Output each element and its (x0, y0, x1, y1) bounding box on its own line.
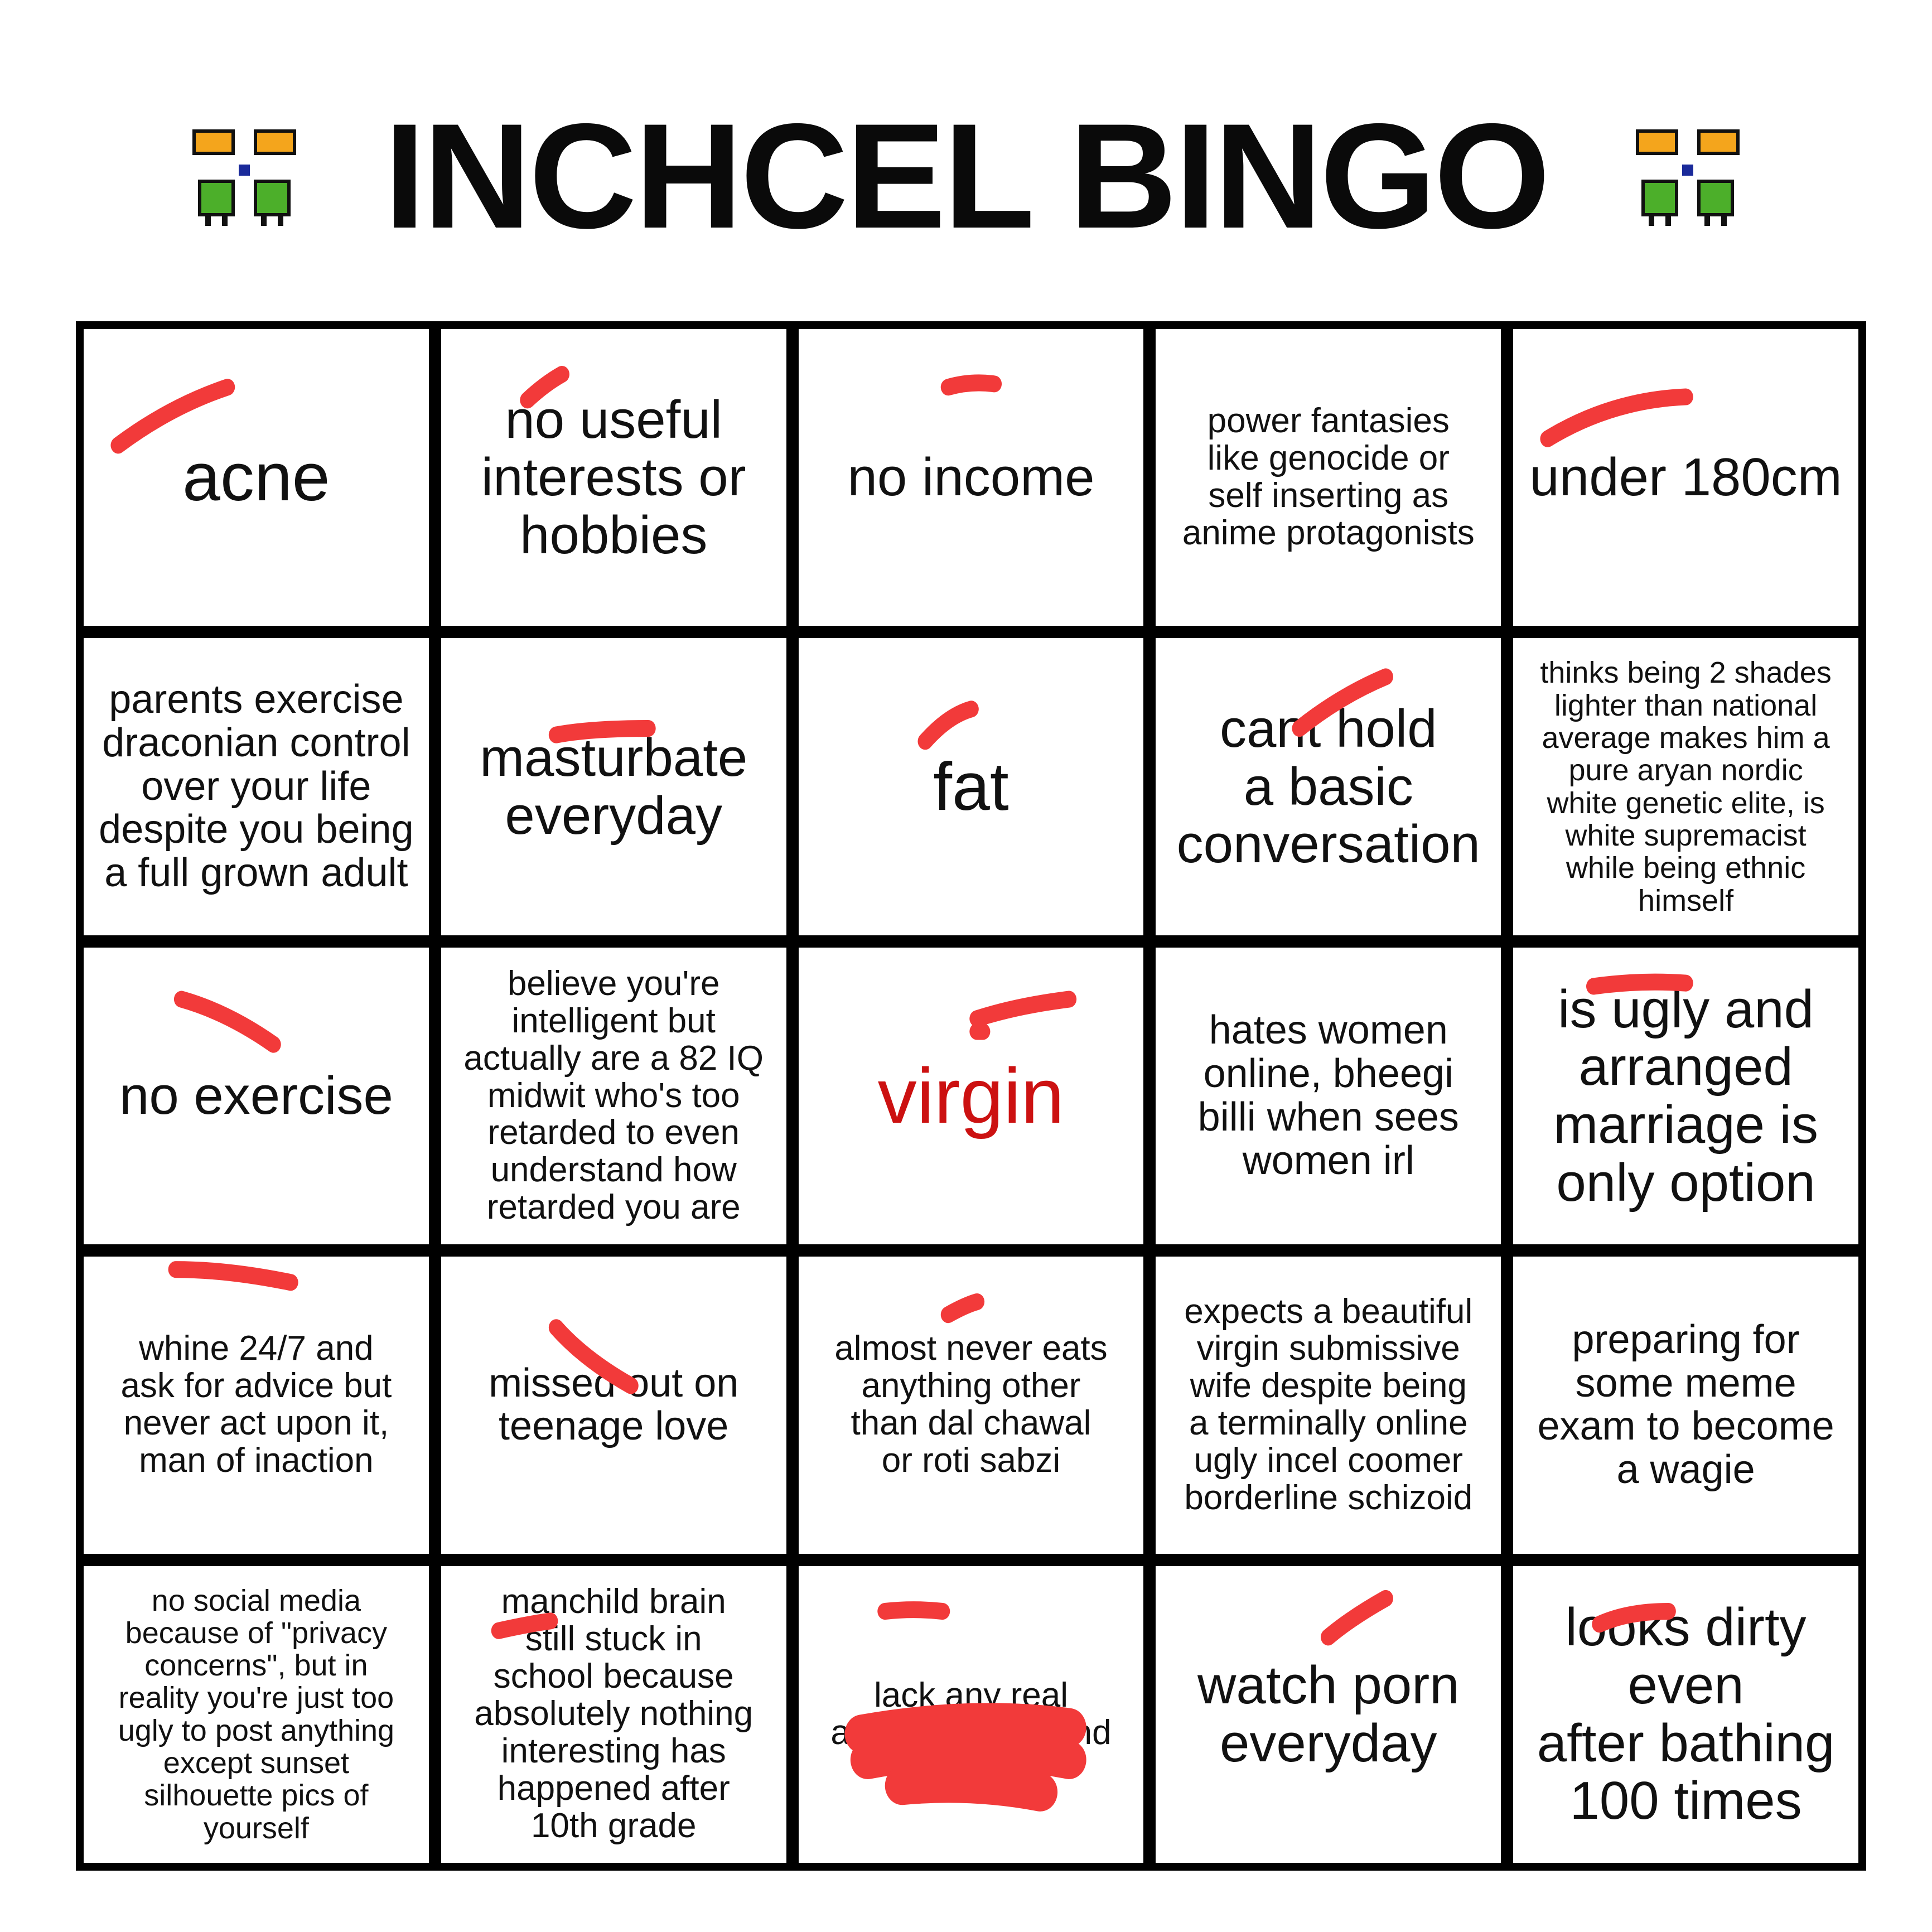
red-pen-stroke (181, 999, 273, 1044)
red-pen-stroke (925, 709, 971, 742)
bingo-cell (1156, 1566, 1501, 1863)
sparrow-pixel-icon-right (1632, 120, 1743, 231)
bingo-cell-text: virgin (877, 1052, 1065, 1140)
bingo-cell-text: fat (933, 748, 1009, 824)
red-pen-stroke (118, 387, 228, 445)
bingo-cell (84, 1257, 429, 1553)
bingo-cell-text: expects a beautiful virgin submissive wife despite being a terminally online ugly incel coomer borderline schizoid (1184, 1292, 1473, 1518)
bingo-cell-text: power fantasies like genocide or self inserting as anime protagonists (1182, 402, 1475, 553)
red-pen-stroke (1548, 397, 1686, 439)
bingo-cell-text: almost never eats anything other than dal chawal or roti sabzi (834, 1329, 1108, 1480)
bingo-cell (1513, 638, 1858, 935)
bingo-cell-text: no useful interests or hobbies (481, 389, 746, 566)
bingo-cell (1513, 1566, 1858, 1863)
red-pen-stroke (977, 999, 1069, 1018)
bingo-cell-text: hates women online, bheegi billi when sees women irl (1197, 1008, 1459, 1183)
bingo-cell-text: watch porn everyday (1197, 1655, 1460, 1773)
sparrow-pixel-icon-left (189, 120, 300, 231)
bingo-cell (799, 329, 1144, 626)
red-pen-stroke (1329, 1598, 1386, 1636)
bingo-cell (1513, 329, 1858, 626)
red-pen-stroke (902, 1783, 1040, 1791)
bingo-cell-text: preparing for some meme exam to become a wagie (1537, 1317, 1834, 1493)
header (0, 84, 1932, 268)
bingo-cell-text: is ugly and arranged marriage is only option (1553, 979, 1818, 1213)
bingo-cell-text: no social media because of "privacy concerns", but in reality you're just too ugly to post anything except sunset silhouette pics of yourself (118, 1583, 395, 1845)
bingo-cell-text: no income (847, 447, 1095, 508)
red-pen-stroke (948, 383, 994, 387)
red-pen-stroke (176, 1269, 291, 1282)
red-pen-stroke (885, 1610, 942, 1611)
page-title: INCHCEL BINGO (384, 92, 1548, 259)
bingo-cell (799, 948, 1144, 1244)
bingo-cell (441, 638, 786, 935)
bingo-cell-text: lack any real achievements and (830, 1675, 1112, 1752)
bingo-cell (84, 1566, 429, 1863)
bingo-cell (441, 1257, 786, 1553)
bingo-cell (1513, 1257, 1858, 1553)
bingo-cell-text: believe you're intelligent but actually are a 82 IQ midwit who's too retarded to even understand how retarded you are (463, 964, 764, 1227)
bingo-cell (1513, 948, 1858, 1244)
bingo-cell-text: under 180cm (1529, 447, 1842, 508)
bingo-cell-text: looks dirty even after bathing 100 times (1537, 1597, 1835, 1831)
bingo-grid (76, 321, 1866, 1871)
bingo-cell-text: masturbate everyday (480, 727, 748, 846)
bingo-cell-text: missed out on teenage love (489, 1360, 739, 1449)
bingo-cell-text: whine 24/7 and ask for advice but never act upon it, man of inaction (120, 1329, 392, 1480)
bingo-cell-text: manchild brain still stuck in school because absolutely nothing interesting has happened after 10th grade (474, 1582, 754, 1846)
bingo-cell (441, 948, 786, 1244)
bingo-cell (1156, 329, 1501, 626)
bingo-cell (1156, 638, 1501, 935)
bingo-cell (84, 638, 429, 935)
bingo-cell-text: cant hold a basic conversation (1176, 699, 1480, 875)
bingo-cell-text: no exercise (119, 1066, 393, 1126)
bingo-cell (1156, 948, 1501, 1244)
bingo-cell (799, 1566, 1144, 1863)
bingo-cell-text: parents exercise draconian control over your life despite you being a full grown adult (99, 677, 414, 896)
bingo-cell (799, 1257, 1144, 1553)
bingo-cell (1156, 1257, 1501, 1553)
bingo-cell (84, 329, 429, 626)
bingo-cell (441, 329, 786, 626)
red-pen-stroke (948, 1302, 977, 1315)
bingo-cell (84, 948, 429, 1244)
bingo-cell-text: thinks being 2 shades lighter than national average makes him a pure aryan nordic white genetic elite, is white supremacist while being ethnic himself (1540, 656, 1832, 917)
bingo-cell-text: acne (182, 439, 330, 515)
bingo-cell (799, 638, 1144, 935)
bingo-cell (441, 1566, 786, 1863)
